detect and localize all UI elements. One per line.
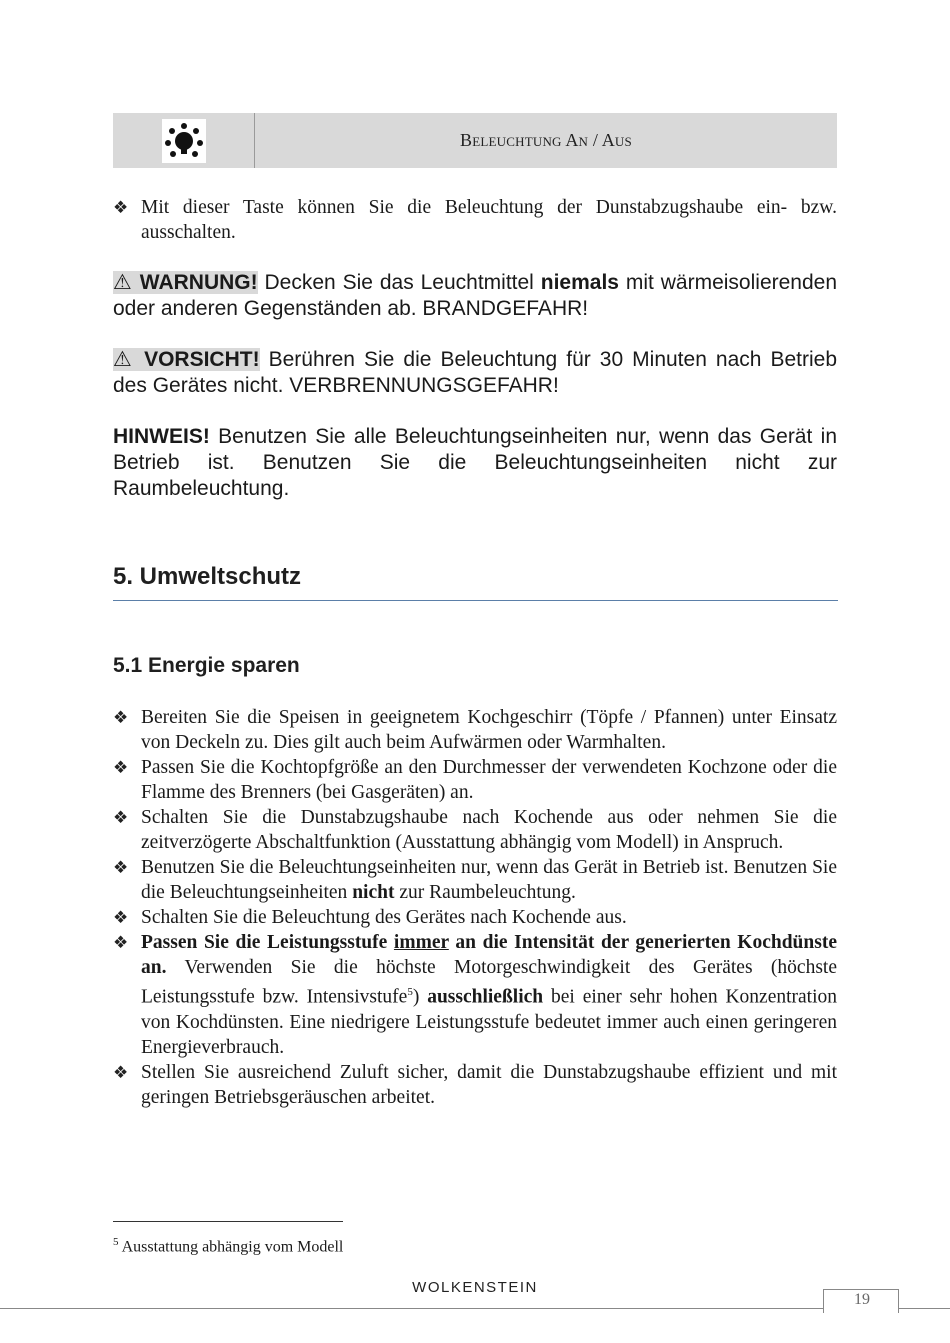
warning-triangle-icon: ⚠ (113, 271, 140, 294)
section-title: 5. Umweltschutz (113, 563, 302, 590)
brand-logo: WOLKENSTEIN (412, 1279, 538, 1296)
subsection-title: 5.1 Energie sparen (113, 654, 300, 677)
warning-triangle-icon: ⚠ (113, 348, 145, 371)
header-icon-cell (113, 113, 255, 168)
bullet-diamond-icon: ❖ (113, 908, 129, 927)
list-item: ❖ Stellen Sie ausreichend Zuluft sicher, damit die Dunstabzugshaube effizient und mit geringen Betriebsgeräuschen arbeitet. (113, 1061, 837, 1108)
note-label: HINWEIS! (113, 425, 210, 448)
bullet-diamond-icon: ❖ (113, 933, 129, 952)
list-item: ❖ Passen Sie die Leistungsstufe immer an die Intensität der generierten Kochdünste an. Verwenden Sie die höchste Motorgeschwindigkeit des Gerätes (höchste Leistungsstufe bzw. Intensivstufe$^5$) ausschließlich bei einer sehr hohen Konzentration von Kochdünsten. Eine niedrigere Leistungsstufe bedeutet immer auch einen geringeren Energieverbrauch. (113, 932, 837, 1058)
note-paragraph: HINWEIS! Benutzen Sie alle Beleuchtungseinheiten nur, wenn das Gerät in Betrieb ist. Benutzen Sie die Beleuchtungseinheiten nicht zur Raumbeleuchtung. (113, 425, 837, 500)
footer-divider (0, 1308, 950, 1309)
footnote-divider (113, 1221, 343, 1222)
section-divider (113, 600, 838, 601)
energy-bullet-list (113, 705, 837, 1110)
list-item: ❖ Mit dieser Taste können Sie die Beleuchtung der Dunstabzugshaube ein- bzw. ausschalten. (113, 197, 837, 243)
bullet-diamond-icon: ❖ (113, 1062, 129, 1082)
section-header-box (113, 113, 837, 168)
footnote: $^5$ Ausstattung abhängig vom Modell (113, 1236, 344, 1256)
bullet-diamond-icon: ❖ (113, 808, 129, 827)
bullet-diamond-icon: ❖ (113, 198, 129, 217)
header-title: Beleuchtung An / Aus (460, 130, 632, 150)
page-number: 19 (854, 1291, 870, 1308)
list-item: ❖ Bereiten Sie die Speisen in geeignetem Kochgeschirr (Töpfe / Pfannen) unter Einsatz von Deckeln zu. Dies gilt auch beim Aufwärmen oder Warmhalten. (113, 707, 837, 753)
bullet-diamond-icon: ❖ (113, 708, 129, 727)
caution-label: ⚠ VORSICHT! (113, 348, 260, 371)
list-item: ❖ Schalten Sie die Dunstabzugshaube nach Kochende aus oder nehmen Sie die zeitverzögerte Abschaltfunktion (Ausstattung abhängig vom Modell) in Anspruch. (113, 807, 837, 853)
list-item: ❖ Schalten Sie die Beleuchtung des Gerätes nach Kochende aus. (113, 907, 627, 928)
warning-paragraph: ⚠ WARNUNG! Decken Sie das Leuchtmittel niemals mit wärmeisolierenden oder anderen Gegenständen ab. BRANDGEFAHR! (113, 271, 838, 320)
list-item: ❖ Passen Sie die Kochtopfgröße an den Durchmesser der verwendeten Kochzone oder die Flamme des Brenners (bei Gasgeräten) an. (113, 757, 837, 803)
bullet-diamond-icon: ❖ (113, 758, 129, 777)
list-item: ❖ Benutzen Sie die Beleuchtungseinheiten nur, wenn das Gerät in Betrieb ist. Benutzen Sie die Beleuchtungseinheiten nicht zur Raumbeleuchtung. (113, 857, 837, 903)
page-number-box (823, 1289, 899, 1313)
caution-paragraph: ⚠ VORSICHT! Berühren Sie die Beleuchtung für 30 Minuten nach Betrieb des Gerätes nicht. VERBRENNUNGSGEFAHR! (113, 348, 838, 397)
warning-label: ⚠ WARNUNG! (113, 271, 258, 294)
bullet-diamond-icon: ❖ (113, 858, 129, 877)
light-bulb-icon (162, 119, 206, 163)
